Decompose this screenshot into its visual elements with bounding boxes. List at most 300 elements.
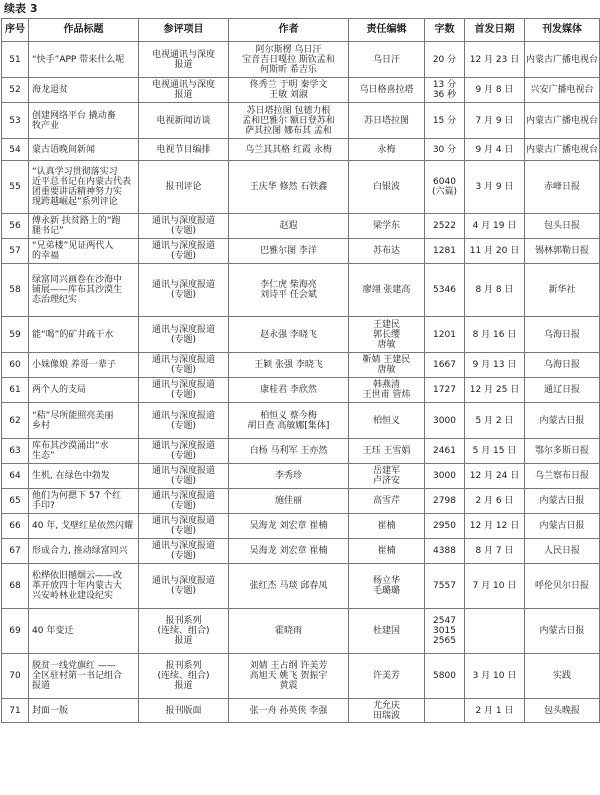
cell-no (2, 564, 29, 609)
cell-authors-text: 赵永强 李晓飞 (260, 329, 317, 340)
cell-title-text: “秸”尽所能照亮美丽 乡村 (32, 410, 114, 431)
cell-editor (349, 239, 425, 264)
cell-title (29, 264, 139, 317)
cell-editor (349, 214, 425, 239)
cell-authors (229, 78, 349, 103)
cell-category (139, 353, 229, 378)
table-row (2, 353, 600, 378)
cell-category-text: 通讯与深度报道 (专题) (151, 516, 215, 536)
cell-title-text: 绿富同兴画卷在沙海中 铺展——库布其沙漠生 态治理纪实 (32, 275, 123, 305)
cell-authors (229, 439, 349, 464)
cell-no (2, 489, 29, 514)
cell-editor (349, 353, 425, 378)
cell-editor-text: 苏日塔拉图 (363, 115, 409, 126)
cell-authors-text: 霍晓雨 (274, 626, 302, 636)
cell-length (425, 378, 465, 403)
cell-date (465, 103, 525, 139)
cell-authors (229, 378, 349, 403)
cell-editor (349, 439, 425, 464)
cell-date-text: 7 月 10 日 (472, 581, 517, 591)
cell-length-text: 20 分 (432, 54, 457, 65)
cell-title-text: 小妹像娘 养哥一辈子 (32, 360, 116, 370)
table-row (2, 239, 600, 264)
cell-editor-text: 白银波 (372, 182, 400, 192)
cell-editor-text: 苏布达 (372, 246, 400, 256)
cell-editor-text: 杨立华 毛璐璐 (372, 576, 400, 596)
cell-length-text: 1727 (433, 385, 456, 395)
cell-title (29, 439, 139, 464)
cell-date (465, 489, 525, 514)
cell-length (425, 514, 465, 539)
cell-length-text: 5346 (433, 285, 456, 295)
cell-media (525, 378, 600, 403)
cell-category (139, 564, 229, 609)
cell-editor (349, 539, 425, 564)
header-authors: 作者 (229, 19, 349, 42)
cell-category-text: 通讯与深度报道 (专题) (151, 576, 215, 596)
cell-length (425, 139, 465, 161)
cell-no-text: 65 (9, 496, 21, 506)
cell-length (425, 539, 465, 564)
cell-length-text: 3000 (433, 415, 456, 426)
cell-editor-text: 廖翊 张建高 (362, 285, 411, 295)
cell-date-text: 9 月 8 日 (475, 85, 514, 95)
cell-editor (349, 489, 425, 514)
cell-length (425, 317, 465, 353)
cell-category (139, 161, 229, 214)
cell-media (525, 264, 600, 317)
cell-media (525, 353, 600, 378)
cell-editor (349, 264, 425, 317)
cell-length-text: 13 分 36 秒 (432, 80, 457, 100)
cell-authors (229, 654, 349, 699)
cell-authors-text: 白杨 马利军 王亦然 (249, 446, 328, 456)
cell-media-text: 锡林郭勒日报 (534, 246, 589, 256)
table-row (2, 403, 600, 439)
cell-editor-text: 尤允庆 田瑞波 (372, 700, 400, 721)
cell-date-text: 4 月 19 日 (472, 221, 517, 231)
cell-category (139, 464, 229, 489)
cell-no (2, 654, 29, 699)
cell-date (465, 564, 525, 609)
cell-no (2, 103, 29, 139)
cell-title (29, 699, 139, 723)
cell-title (29, 403, 139, 439)
cell-date (465, 539, 525, 564)
cell-media (525, 514, 600, 539)
cell-media (525, 699, 600, 723)
cell-length-text: 5800 (433, 671, 456, 681)
cell-authors (229, 139, 349, 161)
cell-date-text: 7 月 9 日 (475, 115, 514, 126)
cell-title (29, 103, 139, 139)
cell-media (525, 214, 600, 239)
cell-authors (229, 42, 349, 78)
cell-editor (349, 42, 425, 78)
cell-category (139, 609, 229, 654)
cell-no-text: 61 (9, 385, 21, 395)
cell-length-text: 4388 (433, 546, 456, 556)
cell-editor-text: 崔楠 (377, 546, 396, 556)
cell-no-text: 63 (9, 446, 21, 456)
cell-editor (349, 378, 425, 403)
cell-category (139, 139, 229, 161)
cell-media-text: 内蒙古广播电视台 (526, 54, 599, 65)
cell-no-text: 52 (9, 85, 21, 95)
cell-no (2, 78, 29, 103)
cell-editor-text: 乌日格喜拉塔 (359, 85, 414, 95)
cell-editor-text: 王珏 王雪娟 (362, 446, 411, 456)
cell-media-text: 内蒙古日报 (539, 415, 585, 426)
cell-category-text: 通讯与深度报道 (专题) (151, 280, 215, 300)
cell-title-text: 库布其沙漠涌出“水 生态” (32, 441, 109, 461)
cell-date-text: 8 月 8 日 (475, 285, 514, 295)
cell-title-text: 两个人的支局 (32, 385, 87, 395)
table-row (2, 654, 600, 699)
table-header-row (2, 19, 600, 42)
cell-no (2, 239, 29, 264)
cell-media (525, 654, 600, 699)
cell-authors (229, 103, 349, 139)
cell-editor (349, 317, 425, 353)
cell-authors-text: 巴雅尔图 李洋 (260, 246, 317, 256)
cell-length-text: 2950 (433, 521, 456, 531)
cell-no (2, 514, 29, 539)
cell-authors-text: 吴海龙 刘宏章 崔楠 (249, 546, 328, 556)
awards-table (1, 18, 600, 723)
cell-no-text: 53 (9, 115, 21, 126)
cell-authors-text: 李秀珍 (274, 471, 302, 481)
cell-media-text: 实践 (552, 671, 571, 681)
cell-category-text: 通讯与深度报道 (专题) (151, 380, 215, 400)
cell-category (139, 489, 229, 514)
cell-date (465, 139, 525, 161)
cell-date-text: 12 月 25 日 (469, 385, 520, 395)
cell-authors-text: 李仁虎 柴海亮 刘诗平 任会斌 (260, 280, 317, 300)
cell-editor (349, 161, 425, 214)
cell-category-text: 通讯与深度报道 (专题) (151, 410, 215, 431)
cell-length (425, 78, 465, 103)
cell-category-text: 报刊系列 (连续、组合) 报道 (157, 661, 210, 691)
cell-no-text: 60 (9, 360, 21, 370)
cell-authors (229, 464, 349, 489)
cell-no-text: 62 (9, 415, 21, 426)
cell-editor-text: 崔楠 (377, 521, 396, 531)
cell-no (2, 378, 29, 403)
cell-media (525, 139, 600, 161)
cell-authors-text: 佟秀兰 于明 秦学文 王敏 刘淑 (249, 80, 328, 100)
cell-media (525, 239, 600, 264)
cell-editor-text: 梁学东 (372, 221, 400, 231)
cell-no (2, 317, 29, 353)
cell-media (525, 317, 600, 353)
cell-authors-text: 刘婧 王占纲 许美芳 高旭天 姚飞 贺振宇 黄震 (249, 661, 328, 691)
cell-title (29, 353, 139, 378)
cell-length-text: 3000 (433, 471, 456, 481)
cell-length-text: 2522 (433, 221, 456, 231)
cell-editor-text: 柏恒义 (372, 415, 400, 426)
cell-category-text: 通讯与深度报道 (专题) (151, 466, 215, 486)
cell-category (139, 317, 229, 353)
table-row (2, 439, 600, 464)
cell-title-text: “兄弟楼”见证两代人 的幸福 (32, 241, 114, 261)
cell-length-text: 1201 (433, 329, 456, 340)
cell-date (465, 317, 525, 353)
cell-title (29, 139, 139, 161)
cell-no (2, 539, 29, 564)
cell-editor-text: 韩燕清 王世甫 管炜 (362, 380, 411, 400)
cell-title-text: 生机, 在绿色中勃发 (32, 471, 110, 481)
cell-date (465, 609, 525, 654)
cell-media-text: 内蒙古日报 (539, 626, 585, 636)
cell-media-text: 赤峰日报 (543, 182, 580, 192)
cell-editor-text: 靳婧 王建民 唐敏 (362, 355, 411, 375)
header-media: 刊发媒体 (525, 19, 600, 42)
cell-category-text: 电视节目编排 (156, 144, 211, 155)
cell-date (465, 161, 525, 214)
cell-media (525, 539, 600, 564)
cell-category (139, 403, 229, 439)
cell-no (2, 42, 29, 78)
cell-category (139, 103, 229, 139)
table-row (2, 78, 600, 103)
cell-authors (229, 489, 349, 514)
cell-authors (229, 403, 349, 439)
cell-no-text: 59 (9, 329, 21, 340)
cell-no-text: 68 (9, 581, 21, 591)
table-caption: 续表 3 (4, 2, 38, 15)
cell-title-text: 傅永新 扶贫路上的“跑 腿书记” (32, 216, 121, 236)
cell-no-text: 70 (9, 671, 21, 681)
cell-editor (349, 78, 425, 103)
cell-date-text: 8 月 16 日 (472, 329, 517, 340)
cell-category-text: 报刊评论 (165, 182, 202, 192)
cell-editor-text: 乌日汗 (372, 54, 400, 65)
cell-date-text: 5 月 2 日 (475, 415, 514, 426)
cell-title-text: 能“喝”的矿井疏干水 (32, 329, 114, 340)
cell-title-text: 封面一版 (32, 705, 69, 716)
cell-no (2, 161, 29, 214)
cell-date-text: 2 月 6 日 (475, 496, 514, 506)
cell-media-text: 人民日报 (543, 546, 580, 556)
cell-category (139, 539, 229, 564)
cell-editor (349, 609, 425, 654)
table-row (2, 264, 600, 317)
cell-editor (349, 564, 425, 609)
cell-no-text: 51 (9, 54, 21, 65)
cell-authors (229, 539, 349, 564)
cell-category-text: 通讯与深度报道 (专题) (151, 216, 215, 236)
cell-authors-text: 王庆华 修然 石铁鑫 (249, 182, 328, 192)
cell-length-text: 1667 (433, 360, 456, 370)
cell-authors (229, 317, 349, 353)
cell-date (465, 654, 525, 699)
cell-category-text: 通讯与深度报道 (专题) (151, 241, 215, 261)
cell-authors-text: 王颖 张强 李晓飞 (254, 360, 323, 370)
cell-category (139, 78, 229, 103)
cell-title-text: 他们为何摁下 57 个红 手印? (32, 491, 122, 511)
cell-title (29, 489, 139, 514)
header-no: 序号 (2, 19, 29, 42)
header-date: 首发日期 (465, 19, 525, 42)
cell-editor (349, 514, 425, 539)
cell-media-text: 内蒙古日报 (539, 521, 585, 531)
cell-category-text: 报刊版面 (165, 705, 202, 716)
cell-title-text: 40 年变迁 (32, 626, 74, 636)
cell-date-text: 5 月 15 日 (472, 446, 517, 456)
cell-category-text: 通讯与深度报道 (专题) (151, 491, 215, 511)
cell-title-text: 松桦依旧撼烟云——改 革开放四十年内蒙古大 兴安岭林业建设纪实 (32, 571, 123, 601)
cell-authors-text: 赵遐 (279, 221, 298, 231)
cell-date-text: 9 月 13 日 (472, 360, 517, 370)
cell-media (525, 161, 600, 214)
cell-length (425, 239, 465, 264)
cell-media-text: 鄂尔多斯日报 (534, 446, 589, 456)
cell-media (525, 103, 600, 139)
cell-date (465, 699, 525, 723)
cell-title-text: 创建网络平台 撬动畜 牧产业 (32, 110, 116, 131)
cell-no-text: 66 (9, 521, 21, 531)
cell-no (2, 214, 29, 239)
cell-date (465, 214, 525, 239)
cell-no-text: 64 (9, 471, 21, 481)
cell-media (525, 78, 600, 103)
table-row (2, 539, 600, 564)
cell-category (139, 514, 229, 539)
cell-category (139, 699, 229, 723)
cell-length-text: 7557 (433, 581, 456, 591)
cell-title-text: 脱贫一线党旗红 —— 全区驻村第一书记组合 报道 (32, 661, 123, 691)
cell-title-text: 海龙退贫 (32, 85, 69, 95)
cell-date-text: 3 月 10 日 (472, 671, 517, 681)
cell-media (525, 489, 600, 514)
cell-date-text: 12 月 12 日 (469, 521, 520, 531)
cell-title (29, 654, 139, 699)
cell-authors (229, 609, 349, 654)
cell-length (425, 439, 465, 464)
cell-title (29, 564, 139, 609)
cell-no-text: 54 (9, 144, 21, 155)
cell-no (2, 609, 29, 654)
cell-length (425, 42, 465, 78)
cell-no-text: 69 (9, 626, 21, 636)
cell-length-text: 6040 (六篇) (431, 177, 458, 197)
cell-editor (349, 699, 425, 723)
cell-authors (229, 353, 349, 378)
cell-date (465, 439, 525, 464)
cell-date (465, 514, 525, 539)
cell-authors-text: 张一舟 孙英侠 李强 (249, 705, 328, 716)
cell-media-text: 兴安广播电视台 (530, 85, 594, 95)
cell-title (29, 42, 139, 78)
cell-date (465, 264, 525, 317)
cell-editor-text: 杜建国 (372, 626, 400, 636)
cell-editor-text: 高雪芹 (372, 496, 400, 506)
cell-title (29, 214, 139, 239)
cell-authors (229, 161, 349, 214)
cell-authors-text: 施佳丽 (274, 496, 302, 506)
cell-title (29, 378, 139, 403)
cell-media-text: 新华社 (548, 285, 576, 295)
cell-editor (349, 654, 425, 699)
cell-length-text: 15 分 (432, 115, 457, 126)
cell-media-text: 乌兰察布日报 (534, 471, 589, 481)
cell-authors (229, 564, 349, 609)
cell-no-text: 71 (9, 705, 21, 716)
cell-category (139, 439, 229, 464)
cell-authors (229, 264, 349, 317)
cell-category (139, 239, 229, 264)
table-row (2, 103, 600, 139)
cell-authors-text: 苏日塔拉图 包德力根 孟和巴雅尔 额日登苏和 萨其拉图 娜布其 孟和 (242, 105, 335, 136)
cell-no-text: 56 (9, 221, 21, 231)
cell-title (29, 239, 139, 264)
cell-authors (229, 239, 349, 264)
cell-length-text: 2461 (433, 446, 456, 456)
table-row (2, 378, 600, 403)
table-row (2, 161, 600, 214)
cell-length (425, 214, 465, 239)
cell-length (425, 161, 465, 214)
cell-category (139, 42, 229, 78)
cell-title (29, 464, 139, 489)
cell-title (29, 539, 139, 564)
cell-title-text: 40 年, 戈壁红星依然闪耀 (32, 521, 134, 531)
cell-media-text: 通辽日报 (543, 385, 580, 395)
cell-no-text: 67 (9, 546, 21, 556)
cell-date-text: 12 月 23 日 (469, 54, 520, 65)
cell-editor-text: 许美芳 (372, 671, 400, 681)
cell-length (425, 699, 465, 723)
cell-category (139, 214, 229, 239)
cell-authors-text: 阿尔斯楞 乌日汗 宝音吉日嘎拉 斯钦孟和 何斯昕 希吉乐 (242, 44, 335, 75)
table-row (2, 609, 600, 654)
cell-date (465, 239, 525, 264)
cell-length (425, 403, 465, 439)
table-body (2, 42, 600, 723)
cell-length (425, 609, 465, 654)
cell-category-text: 电视通讯与深度 报道 (151, 80, 215, 100)
cell-category-text: 报刊系列 (连续、组合) 报道 (157, 616, 210, 646)
cell-editor (349, 403, 425, 439)
cell-category-text: 电视通讯与深度 报道 (151, 49, 215, 70)
cell-no (2, 699, 29, 723)
cell-date (465, 78, 525, 103)
cell-title (29, 317, 139, 353)
cell-category-text: 通讯与深度报道 (专题) (151, 441, 215, 461)
cell-title-text: “快手”APP 带来什么呢 (32, 54, 125, 65)
cell-no (2, 264, 29, 317)
cell-title-text: 形成合力, 推动绿富同兴 (32, 546, 128, 556)
header-editor: 责任编辑 (349, 19, 425, 42)
cell-length (425, 264, 465, 317)
cell-no (2, 403, 29, 439)
header-category: 参评项目 (139, 19, 229, 42)
cell-length (425, 353, 465, 378)
cell-length (425, 489, 465, 514)
cell-title (29, 609, 139, 654)
cell-authors (229, 514, 349, 539)
cell-authors-text: 乌兰其其格 红霞 永梅 (245, 144, 332, 155)
cell-date-text: 2 月 1 日 (475, 705, 514, 716)
cell-category (139, 654, 229, 699)
cell-editor-text: 岳建军 卢济安 (372, 466, 400, 486)
table-row (2, 514, 600, 539)
header-title: 作品标题 (29, 19, 139, 42)
cell-category-text: 通讯与深度报道 (专题) (151, 541, 215, 561)
table-row (2, 699, 600, 723)
cell-no (2, 439, 29, 464)
